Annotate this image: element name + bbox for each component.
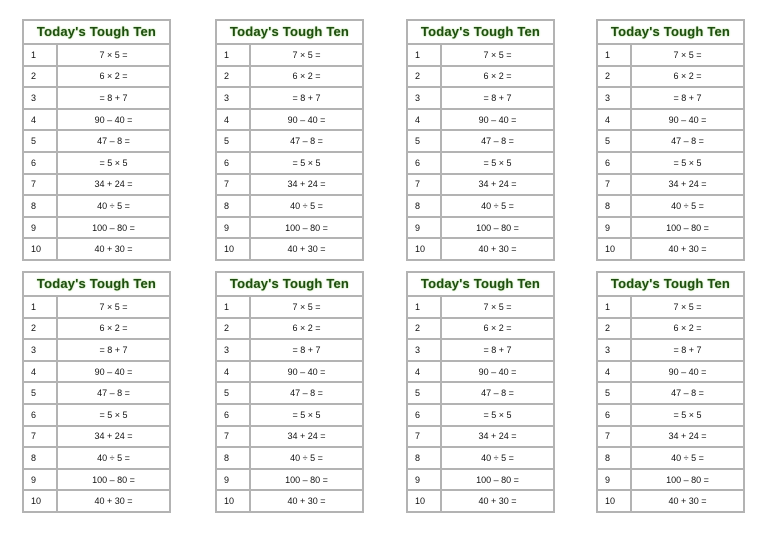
question-text: 6 × 2 = (441, 66, 553, 88)
quiz-card (215, 19, 364, 261)
question-number: 5 (408, 130, 441, 152)
card-title: Today's Tough Ten (598, 273, 743, 297)
question-number: 10 (598, 490, 631, 511)
question-text: 34 + 24 = (250, 174, 362, 196)
question-text: 47 – 8 = (57, 130, 169, 152)
question-text: = 5 × 5 (441, 404, 553, 426)
question-row (408, 469, 553, 491)
question-text: 40 + 30 = (287, 496, 326, 507)
question-row (24, 152, 169, 174)
question-number: 5 (408, 382, 441, 404)
question-row (408, 404, 553, 426)
question-text: = 5 × 5 (631, 152, 743, 174)
question-row (408, 174, 553, 196)
question-row (408, 490, 553, 511)
question-row (217, 174, 362, 196)
question-text: = 8 + 7 (250, 339, 362, 361)
question-number: 9 (408, 217, 441, 239)
quiz-card (596, 271, 745, 513)
questions-table (408, 45, 553, 259)
question-row (24, 297, 169, 318)
question-row (24, 382, 169, 404)
question-number: 3 (408, 339, 441, 361)
question-row (24, 130, 169, 152)
question-text: 90 – 40 = (631, 109, 743, 131)
question-row (217, 130, 362, 152)
question-text: 7 × 5 = (57, 297, 169, 318)
question-number: 3 (217, 339, 250, 361)
question-number: 9 (408, 469, 441, 491)
question-text: 34 + 24 = (631, 174, 743, 196)
question-number: 4 (598, 361, 631, 383)
question-text: = 8 + 7 (250, 87, 362, 109)
question-text: 7 × 5 = (631, 297, 743, 318)
question-number: 6 (408, 404, 441, 426)
question-text: 90 – 40 = (250, 361, 362, 383)
question-text: 100 – 80 = (57, 469, 169, 491)
question-number: 1 (217, 297, 250, 318)
question-number: 10 (24, 490, 57, 511)
question-row (217, 109, 362, 131)
question-text: 34 + 24 = (631, 426, 743, 448)
question-row (598, 195, 743, 217)
question-text: 7 × 5 = (250, 45, 362, 66)
question-number: 10 (408, 490, 441, 511)
question-text: 100 – 80 = (631, 469, 743, 491)
question-row (598, 318, 743, 340)
quiz-card (22, 271, 171, 513)
question-row (408, 297, 553, 318)
question-number: 5 (598, 130, 631, 152)
question-text: 34 + 24 = (441, 174, 553, 196)
question-text: 6 × 2 = (631, 318, 743, 340)
question-row (408, 361, 553, 383)
question-text: = 8 + 7 (631, 87, 743, 109)
question-text: 7 × 5 = (57, 45, 169, 66)
question-text: 40 ÷ 5 = (631, 447, 743, 469)
question-row (408, 238, 553, 259)
question-number: 3 (217, 87, 250, 109)
question-number: 6 (408, 152, 441, 174)
question-text: 90 – 40 = (57, 361, 169, 383)
question-text: 47 – 8 = (631, 382, 743, 404)
question-row (24, 447, 169, 469)
question-row (24, 66, 169, 88)
question-text: = 8 + 7 (441, 87, 553, 109)
question-number: 7 (217, 174, 250, 196)
question-row (408, 109, 553, 131)
question-row (217, 152, 362, 174)
question-number: 2 (24, 318, 57, 340)
questions-table (24, 297, 169, 511)
question-number: 1 (408, 297, 441, 318)
question-number: 2 (217, 66, 250, 88)
question-number: 1 (598, 45, 631, 66)
question-row (24, 109, 169, 131)
question-row (408, 382, 553, 404)
question-row (598, 382, 743, 404)
question-number: 9 (217, 217, 250, 239)
question-row (24, 174, 169, 196)
question-text: 40 + 30 = (668, 496, 707, 507)
question-row (217, 490, 362, 511)
question-text: 40 + 30 = (94, 496, 133, 507)
question-text: 100 – 80 = (441, 469, 553, 491)
question-number: 4 (24, 109, 57, 131)
question-text: 47 – 8 = (441, 130, 553, 152)
question-row (217, 469, 362, 491)
questions-table (217, 45, 362, 259)
question-text: = 8 + 7 (57, 339, 169, 361)
question-text: 34 + 24 = (57, 174, 169, 196)
question-text: 6 × 2 = (57, 318, 169, 340)
card-title: Today's Tough Ten (408, 21, 553, 45)
question-row (408, 339, 553, 361)
question-text: 47 – 8 = (250, 382, 362, 404)
question-text: 6 × 2 = (441, 318, 553, 340)
question-row (217, 404, 362, 426)
question-text: 6 × 2 = (250, 318, 362, 340)
quiz-card (596, 19, 745, 261)
question-row (598, 469, 743, 491)
question-number: 5 (217, 382, 250, 404)
question-number: 9 (598, 469, 631, 491)
question-row (24, 490, 169, 511)
question-text: = 5 × 5 (57, 152, 169, 174)
question-row (598, 152, 743, 174)
question-number: 6 (598, 404, 631, 426)
question-row (598, 404, 743, 426)
question-text: 90 – 40 = (631, 361, 743, 383)
question-text: 40 + 30 = (478, 244, 517, 255)
question-row (408, 318, 553, 340)
quiz-card (22, 19, 171, 261)
question-text: 90 – 40 = (441, 361, 553, 383)
question-row (598, 490, 743, 511)
question-text: 6 × 2 = (631, 66, 743, 88)
question-number: 7 (598, 426, 631, 448)
question-number: 5 (217, 130, 250, 152)
question-row (598, 217, 743, 239)
question-row (217, 217, 362, 239)
question-text: 90 – 40 = (57, 109, 169, 131)
question-number: 2 (217, 318, 250, 340)
question-number: 4 (408, 361, 441, 383)
question-text: = 8 + 7 (441, 339, 553, 361)
question-row (598, 174, 743, 196)
question-number: 9 (217, 469, 250, 491)
question-number: 8 (408, 447, 441, 469)
question-number: 7 (408, 426, 441, 448)
question-text: 7 × 5 = (441, 297, 553, 318)
question-number: 7 (598, 174, 631, 196)
question-text: = 5 × 5 (57, 404, 169, 426)
question-row (598, 87, 743, 109)
question-text: = 5 × 5 (441, 152, 553, 174)
question-row (24, 469, 169, 491)
question-number: 8 (598, 447, 631, 469)
question-number: 3 (408, 87, 441, 109)
question-number: 8 (24, 195, 57, 217)
question-row (24, 339, 169, 361)
card-title: Today's Tough Ten (598, 21, 743, 45)
card-title: Today's Tough Ten (217, 273, 362, 297)
question-row (598, 361, 743, 383)
question-text: 47 – 8 = (57, 382, 169, 404)
question-text: 7 × 5 = (441, 45, 553, 66)
question-number: 7 (408, 174, 441, 196)
quiz-card (406, 19, 555, 261)
questions-table (408, 297, 553, 511)
question-row (598, 109, 743, 131)
question-number: 2 (598, 66, 631, 88)
question-number: 5 (24, 382, 57, 404)
questions-table (598, 297, 743, 511)
question-row (408, 87, 553, 109)
question-number: 8 (408, 195, 441, 217)
question-row (217, 297, 362, 318)
question-number: 10 (408, 238, 441, 259)
quiz-card (406, 271, 555, 513)
quiz-card (215, 271, 364, 513)
question-number: 4 (24, 361, 57, 383)
question-row (217, 195, 362, 217)
question-row (408, 152, 553, 174)
question-row (408, 217, 553, 239)
question-text: 90 – 40 = (441, 109, 553, 131)
question-number: 4 (217, 109, 250, 131)
question-row (217, 45, 362, 66)
question-row (217, 339, 362, 361)
question-text: 40 ÷ 5 = (441, 447, 553, 469)
question-text: 7 × 5 = (250, 297, 362, 318)
question-text: 40 + 30 = (478, 496, 517, 507)
question-text: = 5 × 5 (250, 152, 362, 174)
question-text: 40 ÷ 5 = (57, 195, 169, 217)
question-row (24, 217, 169, 239)
question-number: 3 (24, 339, 57, 361)
question-number: 8 (217, 447, 250, 469)
question-row (24, 45, 169, 66)
question-number: 3 (598, 339, 631, 361)
question-text: 90 – 40 = (250, 109, 362, 131)
question-number: 7 (24, 426, 57, 448)
question-number: 10 (24, 238, 57, 259)
question-number: 8 (598, 195, 631, 217)
question-row (408, 195, 553, 217)
question-text: 100 – 80 = (250, 217, 362, 239)
question-number: 1 (24, 45, 57, 66)
question-number: 1 (24, 297, 57, 318)
question-row (217, 87, 362, 109)
question-text: 100 – 80 = (57, 217, 169, 239)
question-text: = 5 × 5 (250, 404, 362, 426)
question-row (408, 45, 553, 66)
question-number: 2 (408, 318, 441, 340)
question-row (24, 195, 169, 217)
question-number: 10 (217, 490, 250, 511)
question-row (24, 87, 169, 109)
question-text: 100 – 80 = (441, 217, 553, 239)
question-number: 4 (217, 361, 250, 383)
question-number: 6 (24, 152, 57, 174)
question-number: 7 (217, 426, 250, 448)
question-text: 40 ÷ 5 = (57, 447, 169, 469)
question-number: 5 (24, 130, 57, 152)
question-number: 6 (217, 152, 250, 174)
question-row (24, 426, 169, 448)
question-number: 2 (598, 318, 631, 340)
question-number: 1 (408, 45, 441, 66)
question-number: 3 (24, 87, 57, 109)
question-row (598, 339, 743, 361)
question-row (24, 361, 169, 383)
question-number: 5 (598, 382, 631, 404)
question-number: 9 (24, 217, 57, 239)
question-number: 1 (217, 45, 250, 66)
question-row (217, 66, 362, 88)
question-number: 1 (598, 297, 631, 318)
question-row (217, 238, 362, 259)
question-text: 6 × 2 = (57, 66, 169, 88)
question-row (217, 447, 362, 469)
card-title: Today's Tough Ten (217, 21, 362, 45)
question-text: 40 ÷ 5 = (631, 195, 743, 217)
questions-table (217, 297, 362, 511)
question-row (408, 130, 553, 152)
question-text: 40 ÷ 5 = (250, 447, 362, 469)
question-text: 6 × 2 = (250, 66, 362, 88)
question-text: 34 + 24 = (57, 426, 169, 448)
question-number: 9 (24, 469, 57, 491)
card-title: Today's Tough Ten (24, 273, 169, 297)
question-number: 8 (217, 195, 250, 217)
question-row (408, 66, 553, 88)
question-row (598, 66, 743, 88)
question-number: 4 (408, 109, 441, 131)
question-number: 4 (598, 109, 631, 131)
question-number: 2 (24, 66, 57, 88)
question-number: 3 (598, 87, 631, 109)
card-title: Today's Tough Ten (24, 21, 169, 45)
question-text: 34 + 24 = (250, 426, 362, 448)
question-number: 10 (598, 238, 631, 259)
question-row (408, 426, 553, 448)
question-row (24, 318, 169, 340)
question-text: 34 + 24 = (441, 426, 553, 448)
question-text: 40 + 30 = (287, 244, 326, 255)
question-text: = 5 × 5 (631, 404, 743, 426)
question-text: 100 – 80 = (631, 217, 743, 239)
question-text: = 8 + 7 (631, 339, 743, 361)
question-text: 7 × 5 = (631, 45, 743, 66)
question-number: 9 (598, 217, 631, 239)
question-row (217, 361, 362, 383)
question-row (24, 238, 169, 259)
question-number: 8 (24, 447, 57, 469)
question-number: 7 (24, 174, 57, 196)
questions-table (24, 45, 169, 259)
question-text: 40 ÷ 5 = (250, 195, 362, 217)
question-number: 6 (24, 404, 57, 426)
question-row (24, 404, 169, 426)
question-row (217, 382, 362, 404)
question-text: 47 – 8 = (631, 130, 743, 152)
question-text: 40 ÷ 5 = (441, 195, 553, 217)
question-row (598, 447, 743, 469)
question-number: 2 (408, 66, 441, 88)
question-row (408, 447, 553, 469)
question-row (598, 45, 743, 66)
question-row (217, 318, 362, 340)
question-text: 40 + 30 = (668, 244, 707, 255)
question-text: 40 + 30 = (94, 244, 133, 255)
question-row (598, 238, 743, 259)
question-row (598, 297, 743, 318)
question-text: 47 – 8 = (250, 130, 362, 152)
questions-table (598, 45, 743, 259)
question-row (598, 130, 743, 152)
question-row (217, 426, 362, 448)
question-row (598, 426, 743, 448)
card-title: Today's Tough Ten (408, 273, 553, 297)
question-number: 6 (598, 152, 631, 174)
question-text: 100 – 80 = (250, 469, 362, 491)
question-number: 10 (217, 238, 250, 259)
question-number: 6 (217, 404, 250, 426)
question-text: = 8 + 7 (57, 87, 169, 109)
question-text: 47 – 8 = (441, 382, 553, 404)
